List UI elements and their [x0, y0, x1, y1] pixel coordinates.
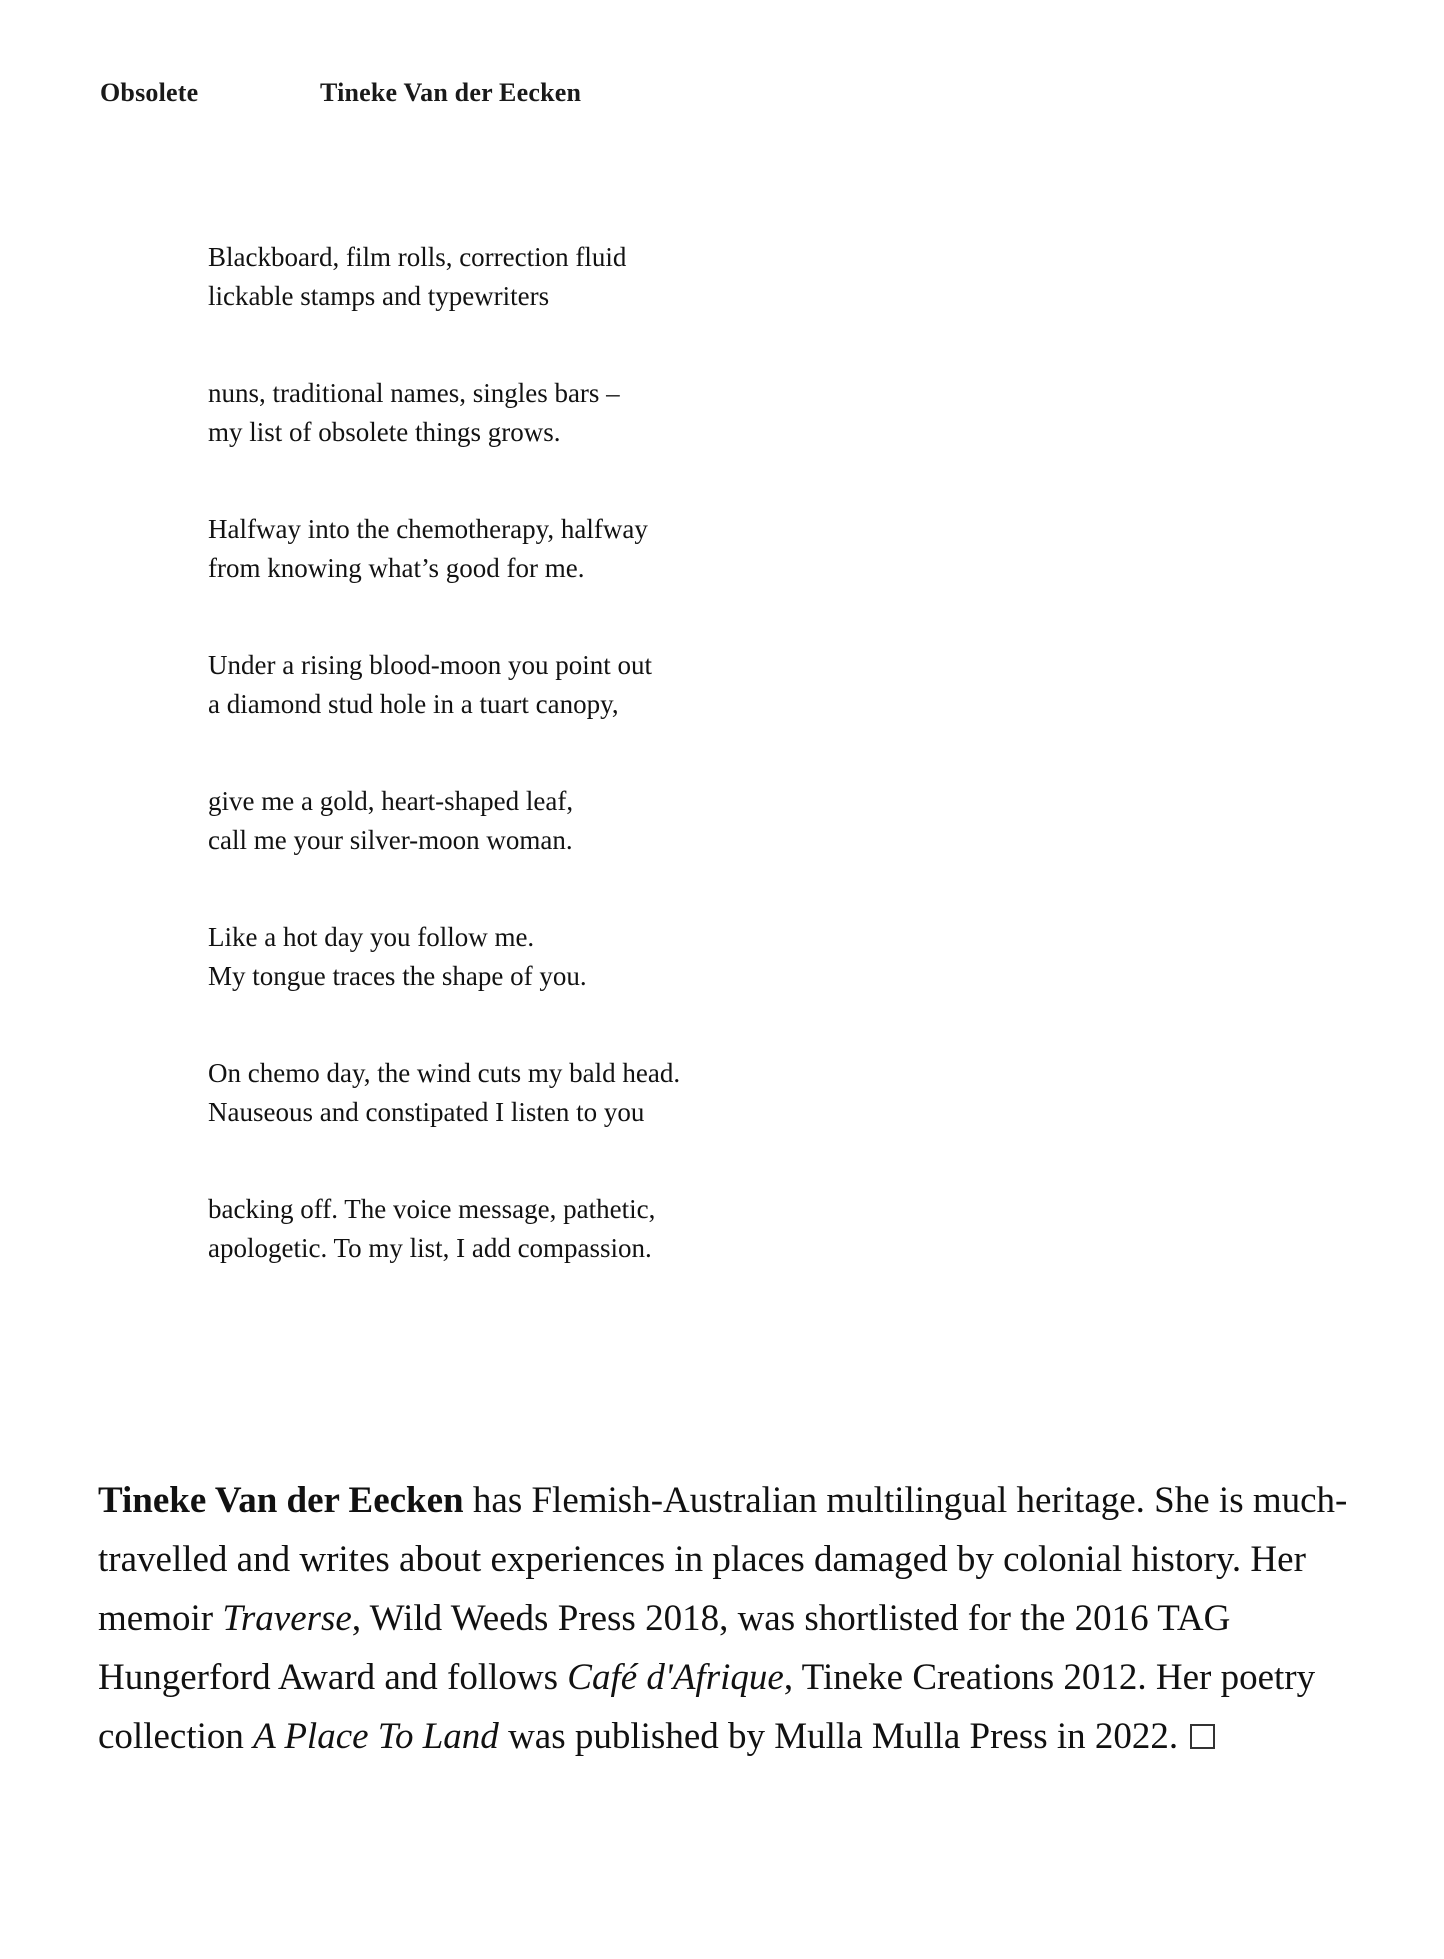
poem-stanza	[208, 782, 680, 860]
poem-stanza	[208, 374, 680, 452]
bio-work-title-2: Café d'Afrique	[567, 1657, 784, 1698]
poem-line: On chemo day, the wind cuts my bald head.	[208, 1058, 681, 1088]
poem-line: Halfway into the chemotherapy, halfway	[208, 514, 648, 544]
poem-line: nuns, traditional names, singles bars –	[208, 378, 620, 408]
poem-line: lickable stamps and typewriters	[208, 281, 550, 311]
author-bio	[98, 1471, 1348, 1766]
poem-line: from knowing what’s good for me.	[208, 553, 585, 583]
bio-text-part-4: was published by Mulla Mulla Press in 2022.	[498, 1716, 1179, 1757]
poem-line: my list of obsolete things grows.	[208, 417, 561, 447]
poem-line: Blackboard, film rolls, correction fluid	[208, 242, 627, 272]
poem-body	[208, 238, 680, 1268]
poem-stanza	[208, 1054, 680, 1132]
poem-title: Obsolete	[100, 78, 199, 107]
poem-line: backing off. The voice message, pathetic,	[208, 1194, 656, 1224]
poem-line: apologetic. To my list, I add compassion.	[208, 1233, 652, 1263]
poem-line: My tongue traces the shape of you.	[208, 961, 587, 991]
poem-stanza	[208, 646, 680, 724]
poem-line: Nauseous and constipated I listen to you	[208, 1097, 645, 1127]
bio-work-title-1: Traverse	[222, 1598, 352, 1639]
bio-author-name: Tineke Van der Eecken	[98, 1480, 464, 1521]
bio-text-part-1: has Flemish-Australian multilingual heritage. She is much-travelled and writes about experiences in places damaged by colonial history. Her memoir	[98, 1480, 1348, 1639]
poem-line: Like a hot day you follow me.	[208, 922, 535, 952]
bio-text-part-2: , Wild Weeds Press 2018, was shortlisted for the 2016 TAG Hungerford Award and follows	[98, 1598, 1231, 1698]
poem-stanza	[208, 1190, 680, 1268]
poem-stanza	[208, 238, 680, 316]
poem-stanza	[208, 918, 680, 996]
bio-work-title-3: A Place To Land	[253, 1716, 499, 1757]
header-author-name: Tineke Van der Eecken	[320, 78, 582, 107]
end-of-article-mark-icon	[1190, 1724, 1215, 1749]
poem-line: call me your silver-moon woman.	[208, 825, 573, 855]
poem-line: Under a rising blood-moon you point out	[208, 650, 652, 680]
bio-text-part-3: , Tineke Creations 2012. Her poetry collection	[98, 1657, 1316, 1757]
poem-line: give me a gold, heart-shaped leaf,	[208, 786, 574, 816]
poem-line: a diamond stud hole in a tuart canopy,	[208, 689, 619, 719]
page-header	[100, 78, 581, 108]
poem-stanza	[208, 510, 680, 588]
